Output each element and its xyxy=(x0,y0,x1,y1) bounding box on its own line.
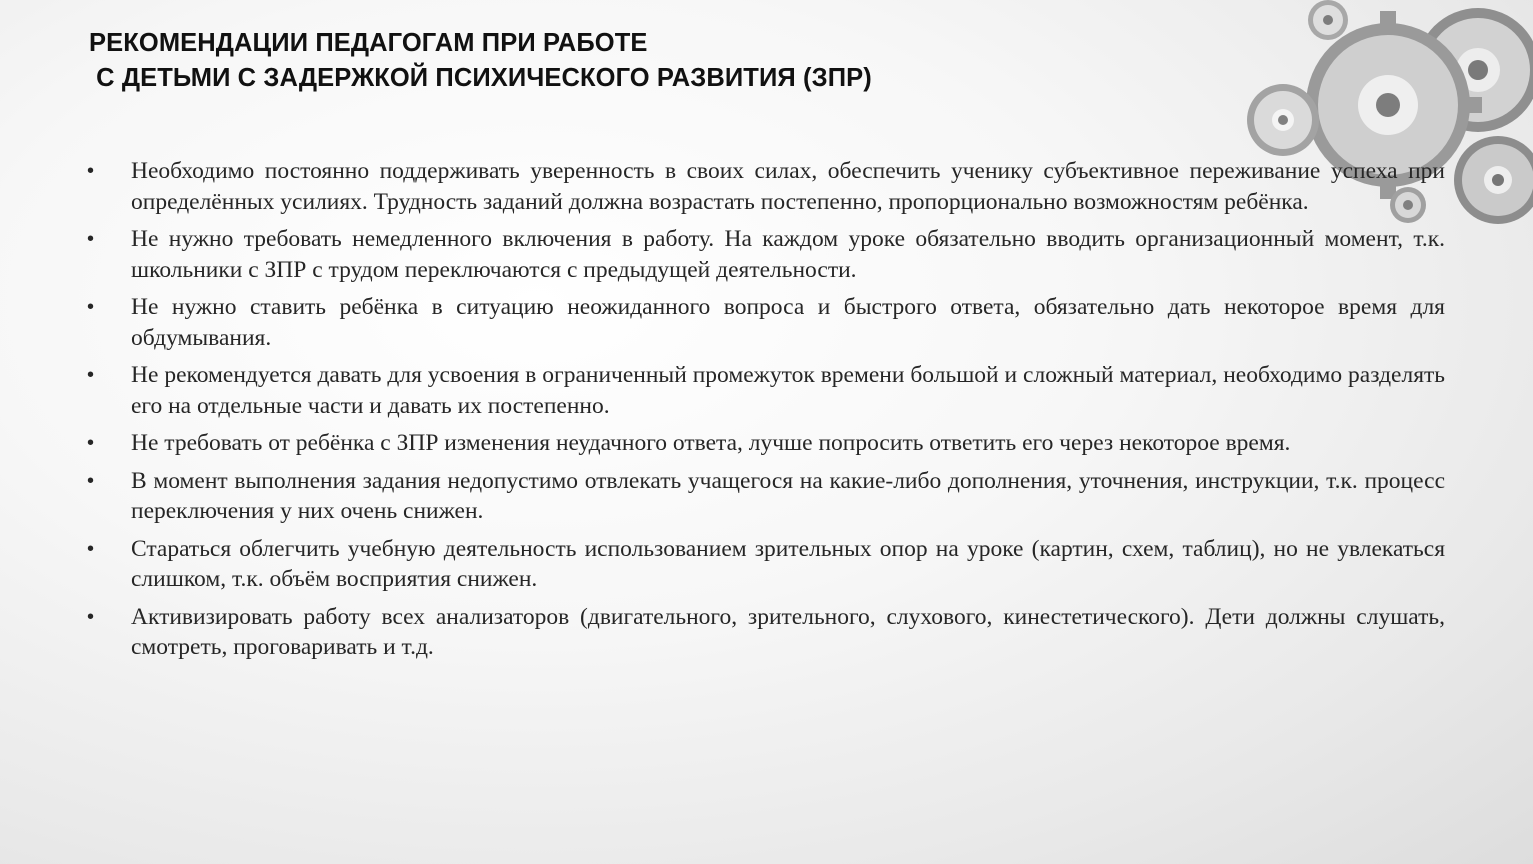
list-item xyxy=(85,156,1445,217)
gear-small-left xyxy=(1247,84,1319,156)
list-item-text: Стараться облегчить учебную деятельность использованием зрительных опор на уроке (картин, схем, таблиц), но не увлекаться слишком, т.к. объём восприятия снижен. xyxy=(131,535,1445,592)
page-title xyxy=(89,26,872,96)
list-item xyxy=(85,360,1445,421)
title-line-1: РЕКОМЕНДАЦИИ ПЕДАГОГАМ ПРИ РАБОТЕ xyxy=(89,29,648,57)
title-line-2: С ДЕТЬМИ С ЗАДЕРЖКОЙ ПСИХИЧЕСКОГО РАЗВИТИЯ (ЗПР) xyxy=(89,64,872,92)
bullet-icon: • xyxy=(87,296,95,318)
list-item xyxy=(85,534,1445,595)
list-item-text: Не нужно требовать немедленного включения в работу. На каждом уроке обязательно вводить организационный момент, т.к. школьники с ЗПР с трудом переключаются с предыдущей деятельности. xyxy=(131,226,1445,283)
bullet-icon: • xyxy=(87,160,95,182)
list-item-text: Не нужно ставить ребёнка в ситуацию неожиданного вопроса и быстрого ответа, обязательно дать некоторое время для обдумывания. xyxy=(131,294,1445,351)
bullet-icon: • xyxy=(87,432,95,454)
recommendations-list xyxy=(85,156,1445,670)
bullet-icon: • xyxy=(87,228,95,250)
list-item-text: Не рекомендуется давать для усвоения в ограниченный промежуток времени большой и сложный материал, необходимо разделять его на отдельные части и давать их постепенно. xyxy=(131,362,1445,419)
list-item xyxy=(85,602,1445,663)
list-item xyxy=(85,292,1445,353)
bullet-icon: • xyxy=(87,537,95,560)
list-item-text: Необходимо постоянно поддерживать уверенность в своих силах, обеспечить ученику субъективное переживание успеха при определённых усилиях. Трудность заданий должна возрастать постепенно, пропорционально возможностям ребёнка. xyxy=(131,158,1445,215)
list-item xyxy=(85,428,1445,459)
list-item xyxy=(85,224,1445,285)
list-item-text: Активизировать работу всех анализаторов (двигательного, зрительного, слухового, кинестетического). Дети должны слушать, смотреть, проговаривать и т.д. xyxy=(131,603,1445,660)
list-item-text: Не требовать от ребёнка с ЗПР изменения неудачного ответа, лучше попросить ответить его через некоторое время. xyxy=(131,430,1291,456)
bullet-icon: • xyxy=(87,469,95,492)
gear-bottom xyxy=(1454,136,1533,224)
bullet-icon: • xyxy=(87,605,95,628)
bullet-icon: • xyxy=(87,364,95,386)
list-item-text: В момент выполнения задания недопустимо отвлекать учащегося на какие-либо дополнения, уточнения, инструкции, т.к. процесс переключения у них очень снижен. xyxy=(131,467,1445,524)
list-item xyxy=(85,466,1445,527)
gear-tiny-top xyxy=(1308,0,1348,40)
